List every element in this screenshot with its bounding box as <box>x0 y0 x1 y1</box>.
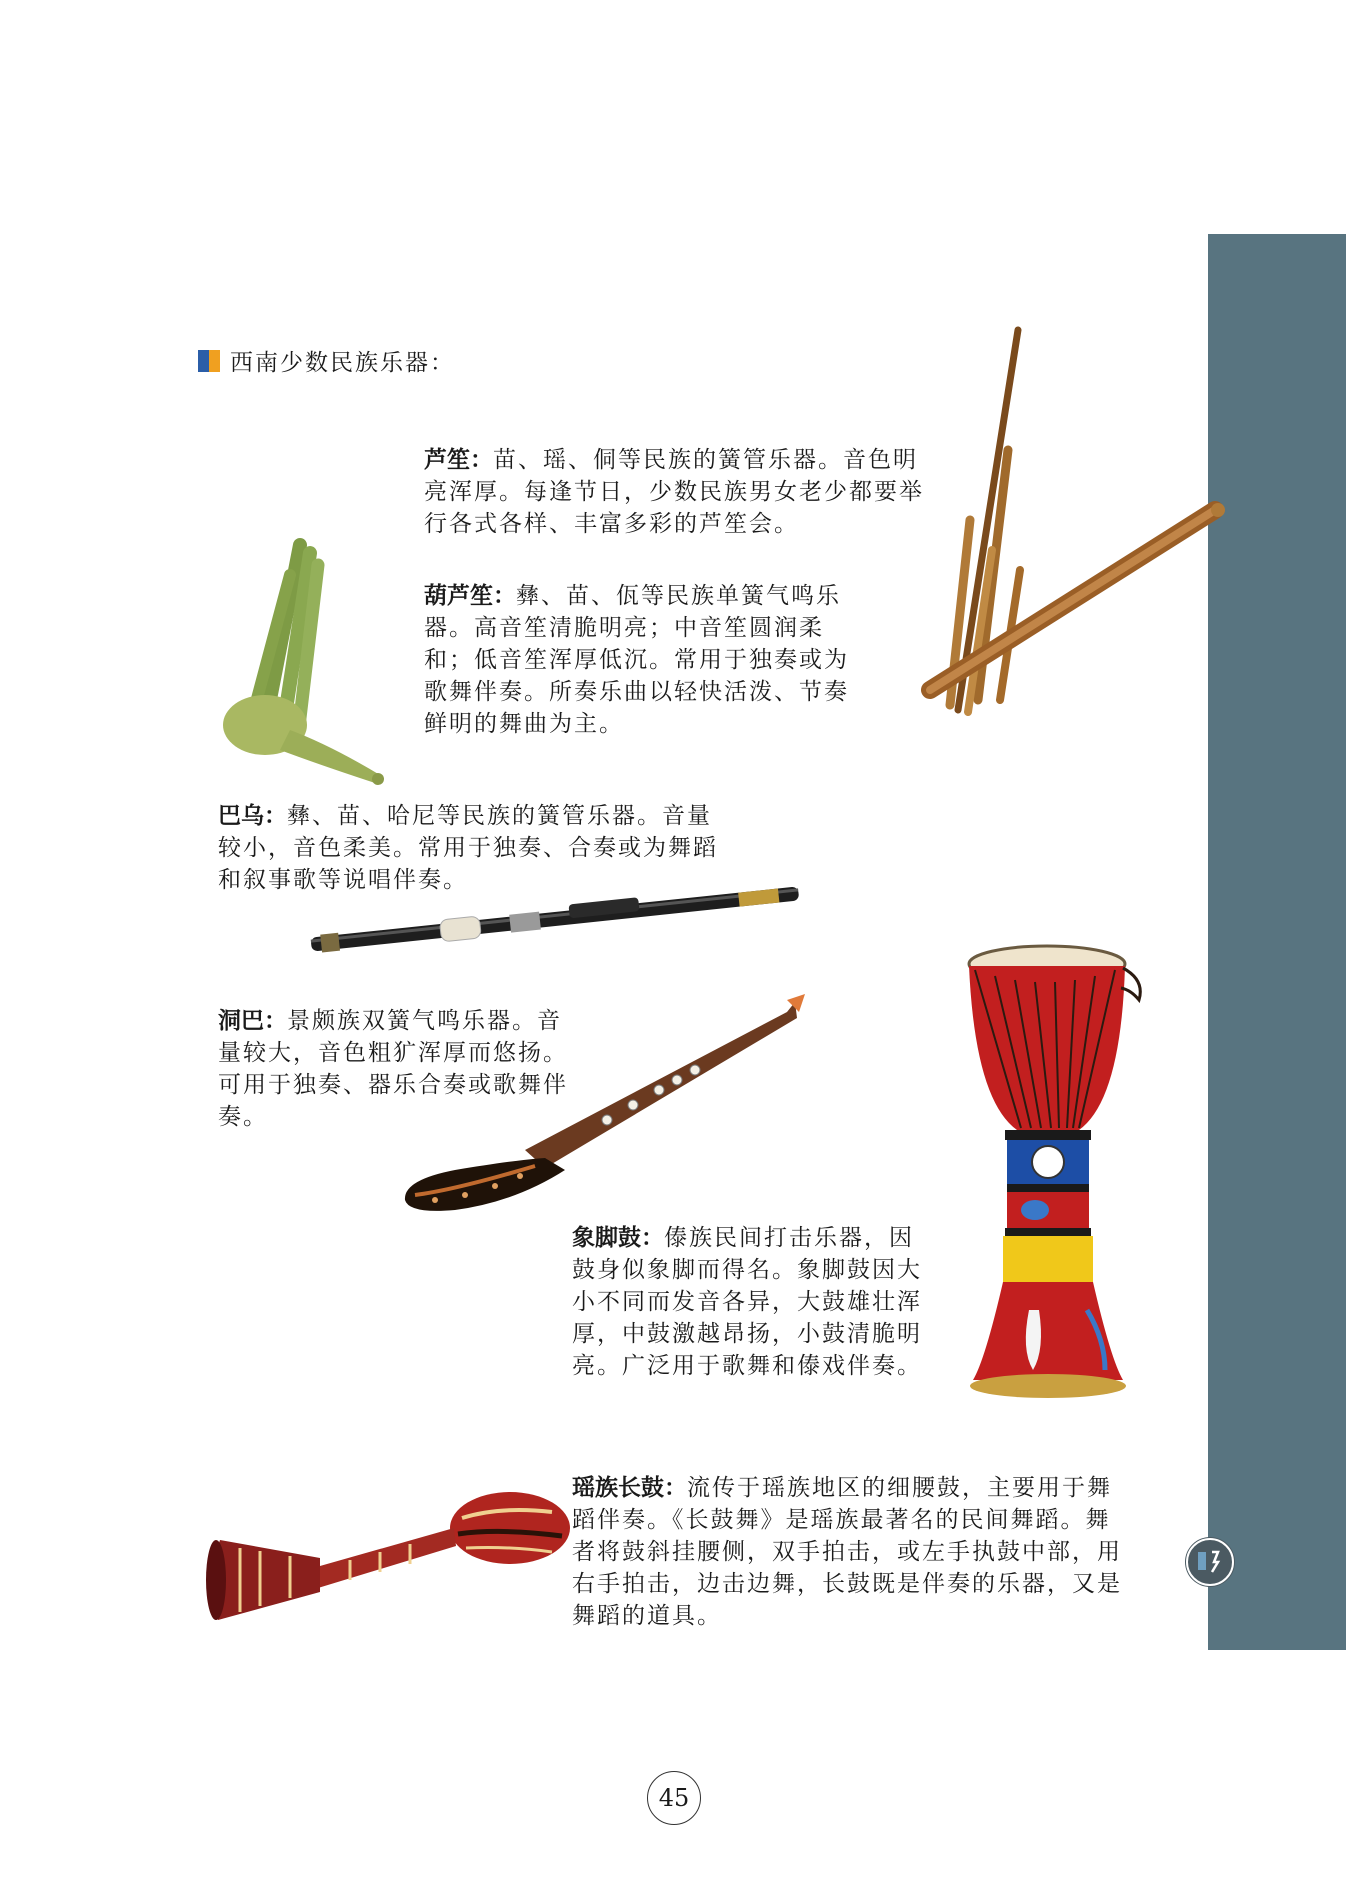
instrument-desc-hulusheng <box>424 580 864 740</box>
hulusheng-image <box>210 535 390 785</box>
xiangjiaogu-image <box>955 940 1155 1420</box>
instrument-name: 洞巴： <box>218 1008 287 1034</box>
instrument-name: 瑶族长鼓： <box>572 1475 687 1501</box>
instrument-desc-xiangjiaogu <box>572 1222 932 1382</box>
instrument-text: 流传于瑶族地区的细腰鼓，主要用于舞蹈伴奏。《长鼓舞》是瑶族最著名的民间舞蹈。舞者将鼓斜挂腰侧，双手拍击，或左手执鼓中部，用右手拍击，边击边舞，长鼓既是伴奏的乐器，又是舞蹈的道具。 <box>572 1475 1122 1629</box>
instrument-text: 彝、苗、哈尼等民族的簧管乐器。音量较小，音色柔美。常用于独奏、合奏或为舞蹈和叙事歌等说唱伴奏。 <box>218 803 718 893</box>
changgu-image <box>200 1488 580 1638</box>
instrument-desc-yaozuchanggu <box>572 1472 1122 1632</box>
music-note-icon <box>1186 1538 1234 1586</box>
section-heading <box>198 344 455 377</box>
instrument-text: 苗、瑶、侗等民族的簧管乐器。音色明亮浑厚。每逢节日，少数民族男女老少都要举行各式各样、丰富多彩的芦笙会。 <box>424 447 924 537</box>
lusheng-image <box>910 320 1230 720</box>
instrument-name: 巴乌： <box>218 803 287 829</box>
instrument-name: 芦笙： <box>424 447 493 473</box>
instrument-text: 傣族民间打击乐器，因鼓身似象脚而得名。象脚鼓因大小不同而发音各异，大鼓雄壮浑厚，中鼓激越昂扬，小鼓清脆明亮。广泛用于歌舞和傣戏伴奏。 <box>572 1225 922 1379</box>
instrument-name: 象脚鼓： <box>572 1225 664 1251</box>
section-heading-text: 西南少数民族乐器： <box>230 350 455 376</box>
dongba-image <box>395 990 815 1220</box>
page-number: 45 <box>647 1771 701 1825</box>
instrument-desc-lusheng <box>424 444 934 540</box>
section-marker-icon <box>198 350 220 372</box>
instrument-name: 葫芦笙： <box>424 583 516 609</box>
instrument-text: 彝、苗、佤等民族单簧气鸣乐器。高音笙清脆明亮；中音笙圆润柔和；低音笙浑厚低沉。常用于独奏或为歌舞伴奏。所奏乐曲以轻快活泼、节奏鲜明的舞曲为主。 <box>424 583 849 737</box>
bawu-image <box>300 870 810 970</box>
instrument-text: 景颇族双簧气鸣乐器。音量较大，音色粗犷浑厚而悠扬。可用于独奏、器乐合奏或歌舞伴奏。 <box>218 1008 568 1130</box>
